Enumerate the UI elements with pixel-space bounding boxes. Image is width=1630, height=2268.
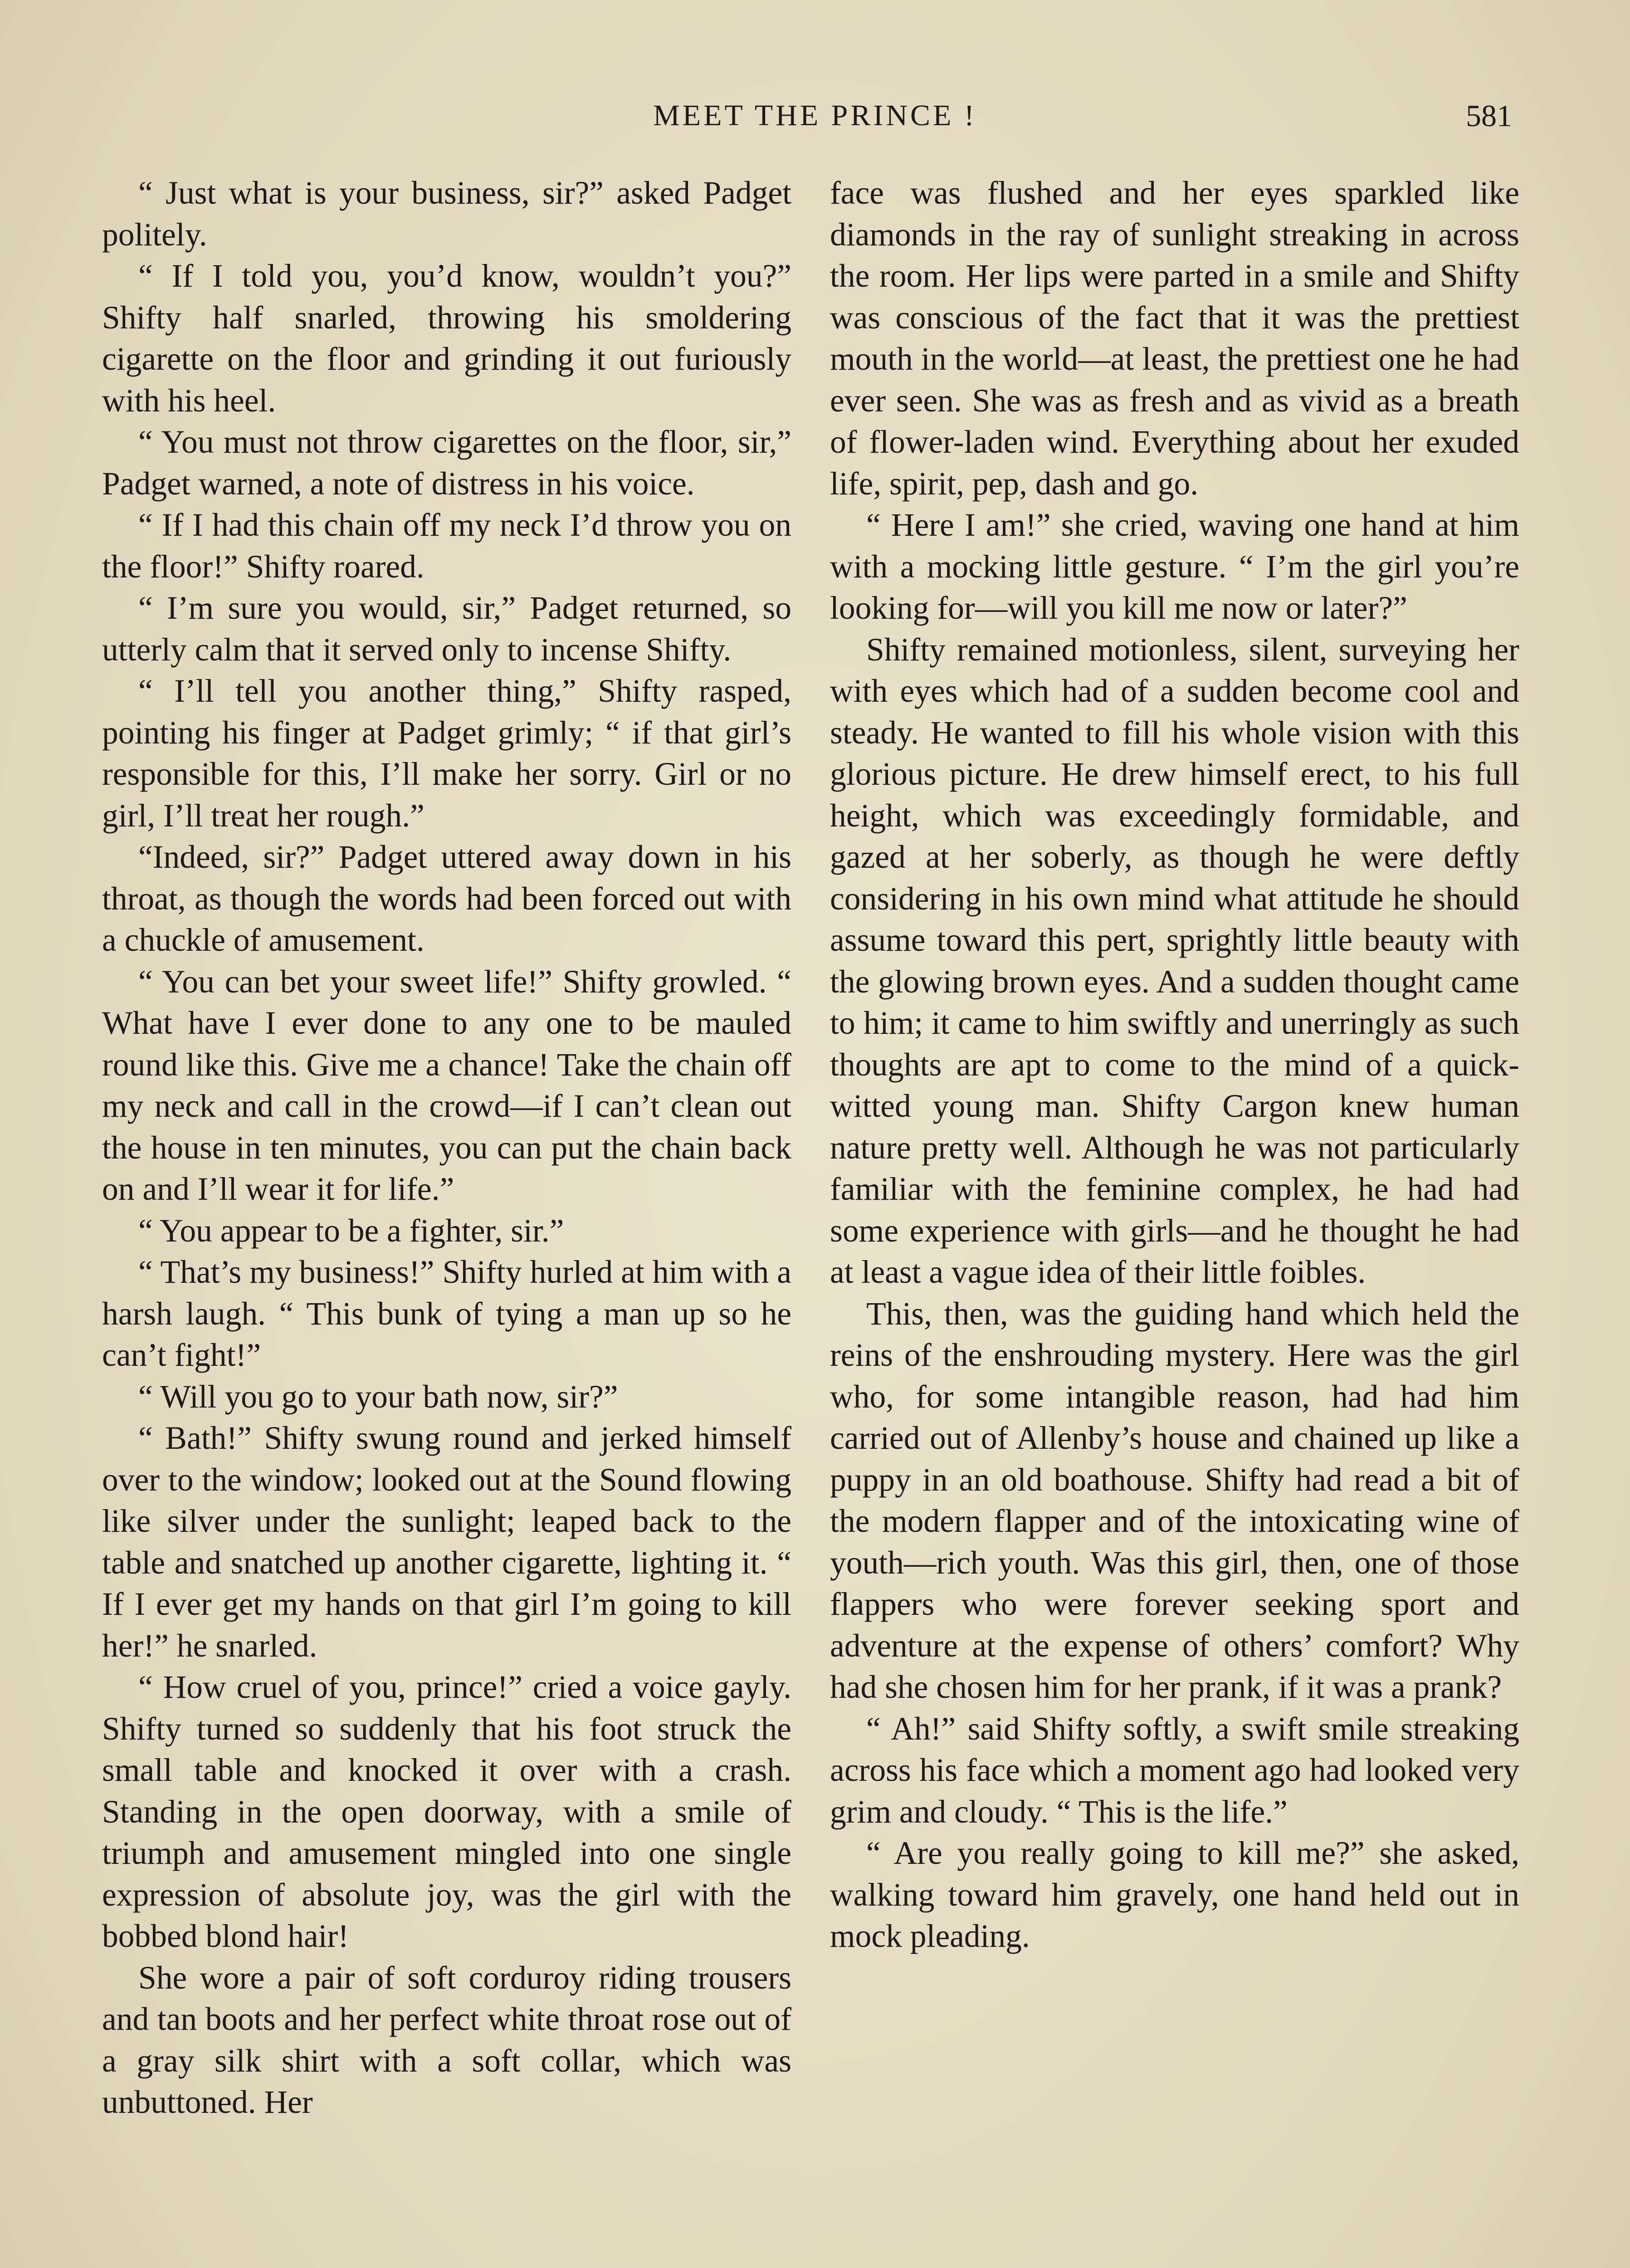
paragraph: “ I’ll tell you another thing,” Shifty rasped, pointing his finger at Padget grimly; “ if that girl’s responsible for this, I’ll make her sorry. Girl or no girl, I’ll treat her rough.” bbox=[102, 673, 791, 834]
paragraph: “ Bath!” Shifty swung round and jerked himself over to the window; looked out at the Sound flowing like silver under the sunlight; leaped back to the table and snatched up another cigarette, lighting it. “ If I ever get my hands on that girl I’m going to kill her!” he snarled. bbox=[102, 1420, 791, 1664]
paragraph: “ You must not throw cigarettes on the floor, sir,” Padget warned, a note of distress in his voice. bbox=[102, 424, 791, 502]
paragraph: “ Just what is your business, sir?” asked Padget politely. bbox=[102, 175, 791, 253]
page-number: 581 bbox=[1466, 98, 1512, 133]
running-title: MEET THE PRINCE ! bbox=[653, 99, 977, 132]
paragraph: Shifty remained motionless, silent, surveying her with eyes which had of a sudden become cool and steady. He wanted to fill his whole vision with this glorious picture. He drew himself erect, to his full height, which was exceedingly formidable, and gazed at her soberly, as though he were deftly considering in his own mind what attitude he should assume toward this pert, sprightly little beauty with the glowing brown eyes. And a sudden thought came to him; it came to him swiftly and unerringly as such thoughts are apt to come to the mind of a quick-witted young man. Shifty Cargon knew human nature pretty well. Although he was not particularly familiar with the feminine complex, he had had some experience with girls—and he thought he had at least a vague idea of their little foibles. bbox=[830, 631, 1519, 1290]
paragraph: “ Here I am!” she cried, waving one hand at him with a mocking little gesture. “ I’m the girl you’re looking for—will you kill me now or later?” bbox=[830, 507, 1519, 626]
paragraph: “ Ah!” said Shifty softly, a swift smile streaking across his face which a moment ago had looked very grim and cloudy. “ This is the life.” bbox=[830, 1711, 1519, 1830]
paragraph: “ You can bet your sweet life!” Shifty growled. “ What have I ever done to any one to be mauled round like this. Give me a chance! Take the chain off my neck and call in the crowd—if I can’t clean out the house in ten minutes, you can put the chain back on and I’ll wear it for life.” bbox=[102, 963, 791, 1207]
paragraph: “ You appear to be a fighter, sir.” bbox=[138, 1212, 564, 1249]
paragraph: “ If I had this chain off my neck I’d throw you on the floor!” Shifty roared. bbox=[102, 507, 791, 585]
left-column bbox=[102, 172, 791, 2123]
right-column bbox=[830, 172, 1519, 1957]
paragraph: “ Are you really going to kill me?” she asked, walking toward him gravely, one hand held out in mock pleading. bbox=[830, 1835, 1519, 1954]
paragraph: This, then, was the guiding hand which held the reins of the enshrouding mystery. Here was the girl who, for some intangible reason, had had him carried out of Allenby’s house and chained up like a puppy in an old boathouse. Shifty had read a bit of the modern flapper and of the intoxicating wine of youth—rich youth. Was this girl, then, one of those flappers who were forever seeking sport and adventure at the expense of others’ comfort? Why had she chosen him for her prank, if it was a prank? bbox=[830, 1295, 1519, 1705]
paragraph: “ How cruel of you, prince!” cried a voice gayly. Shifty turned so suddenly that his foot struck the small table and knocked it over with a crash. Standing in the open doorway, with a smile of triumph and amusement mingled into one single expression of absolute joy, was the girl with the bobbed blond hair! bbox=[102, 1669, 791, 1954]
page-header bbox=[100, 91, 1530, 141]
paragraph: “Indeed, sir?” Padget uttered away down in his throat, as though the words had been forced out with a chuckle of amusement. bbox=[102, 839, 791, 958]
paragraph: face was flushed and her eyes sparkled like diamonds in the ray of sunlight streaking in across the room. Her lips were parted in a smile and Shifty was conscious of the fact that it was the prettiest mouth in the world—at least, the prettiest one he had ever seen. She was as fresh and as vivid as a breath of flower-laden wind. Everything about her exuded life, spirit, pep, dash and go. bbox=[830, 175, 1519, 502]
paragraph: “ Will you go to your bath now, sir?” bbox=[138, 1378, 618, 1415]
paragraph: “ I’m sure you would, sir,” Padget returned, so utterly calm that it served only to incense Shifty. bbox=[102, 590, 791, 668]
paragraph: She wore a pair of soft corduroy riding trousers and tan boots and her perfect white throat rose out of a gray silk shirt with a soft collar, which was unbuttoned. Her bbox=[102, 1960, 791, 2120]
paragraph: “ If I told you, you’d know, wouldn’t you?” Shifty half snarled, throwing his smoldering cigarette on the floor and grinding it out furiously with his heel. bbox=[102, 258, 791, 419]
paragraph: “ That’s my business!” Shifty hurled at him with a harsh laugh. “ This bunk of tying a man up so he can’t fight!” bbox=[102, 1254, 791, 1373]
